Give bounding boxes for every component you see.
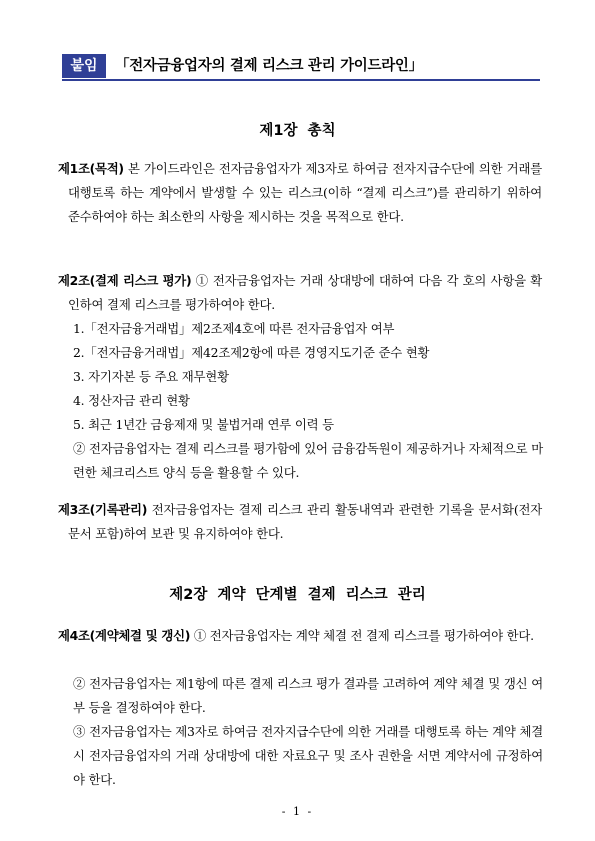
article-3-text: 전자금융업자는 결제 리스크 관리 활동내역과 관련한 기록을 문서화(전자문서 포함)하여 보관 및 유지하여야 한다.	[68, 502, 542, 542]
header-rule	[62, 79, 540, 81]
article-2	[58, 269, 542, 317]
article-2-item-4: 4. 정산자금 관리 현황	[73, 393, 190, 408]
article-2-item-2: 2.「전자금융거래법」제42조제2항에 따른 경영지도기준 준수 현황	[73, 345, 430, 360]
article-2-paragraph-2: ② 전자금융업자는 결제 리스크를 평가함에 있어 금융감독원이 제공하거나 자체적으로 마련한 체크리스트 양식 등을 활용할 수 있다.	[73, 441, 543, 481]
article-1-label: 제1조(목적)	[58, 161, 124, 176]
article-1	[58, 157, 542, 230]
article-4-paragraph-3: ③ 전자금융업자는 제3자로 하여금 전자지급수단에 의한 거래를 대행토록 하는 계약 체결시 전자금융업자의 거래 상대방에 대한 자료요구 및 조사 권한을 서면 계약서에 규정하여야 한다.	[73, 724, 543, 788]
article-1-text: 본 가이드라인은 전자금융업자가 제3자로 하여금 전자지급수단에 의한 거래를 대행토록 하는 계약에서 발생할 수 있는 리스크(이하 “결제 리스크”)를 관리하기 위하여 준수하여야 하는 최소한의 사항을 제시하는 것을 목적으로 한다.	[68, 161, 542, 225]
page-number: - 1 -	[281, 805, 314, 818]
article-4-paragraph-2: ② 전자금융업자는 제1항에 따른 결제 리스크 평가 결과를 고려하여 계약 체결 및 갱신 여부 등을 결정하여야 한다.	[73, 676, 543, 716]
article-3	[58, 498, 542, 546]
article-3-label: 제3조(기록관리)	[58, 502, 148, 517]
article-4	[58, 624, 542, 648]
article-2-item-3: 3. 자기자본 등 주요 재무현황	[73, 369, 229, 384]
article-4-text: ① 전자금융업자는 계약 체결 전 결제 리스크를 평가하여야 한다.	[190, 628, 534, 643]
article-2-item-5: 5. 최근 1년간 금융제재 및 불법거래 연루 이력 등	[73, 417, 334, 432]
chapter-1-title: 제1장 총칙	[259, 123, 336, 139]
article-2-item-1: 1.「전자금융거래법」제2조제4호에 따른 전자금융업자 여부	[73, 321, 395, 336]
attachment-badge: 붙임	[62, 54, 106, 78]
chapter-2-title: 제2장 계약 단계별 결제 리스크 관리	[169, 587, 426, 603]
article-2-label: 제2조(결제 리스크 평가)	[58, 273, 192, 288]
guideline-title: 「전자금융업자의 결제 리스크 관리 가이드라인」	[115, 58, 423, 74]
document-header	[62, 54, 540, 80]
article-2-text: ① 전자금융업자는 거래 상대방에 대하여 다음 각 호의 사항을 확인하여 결제 리스크를 평가하여야 한다.	[68, 273, 542, 313]
article-4-label: 제4조(계약체결 및 갱신)	[58, 628, 191, 643]
